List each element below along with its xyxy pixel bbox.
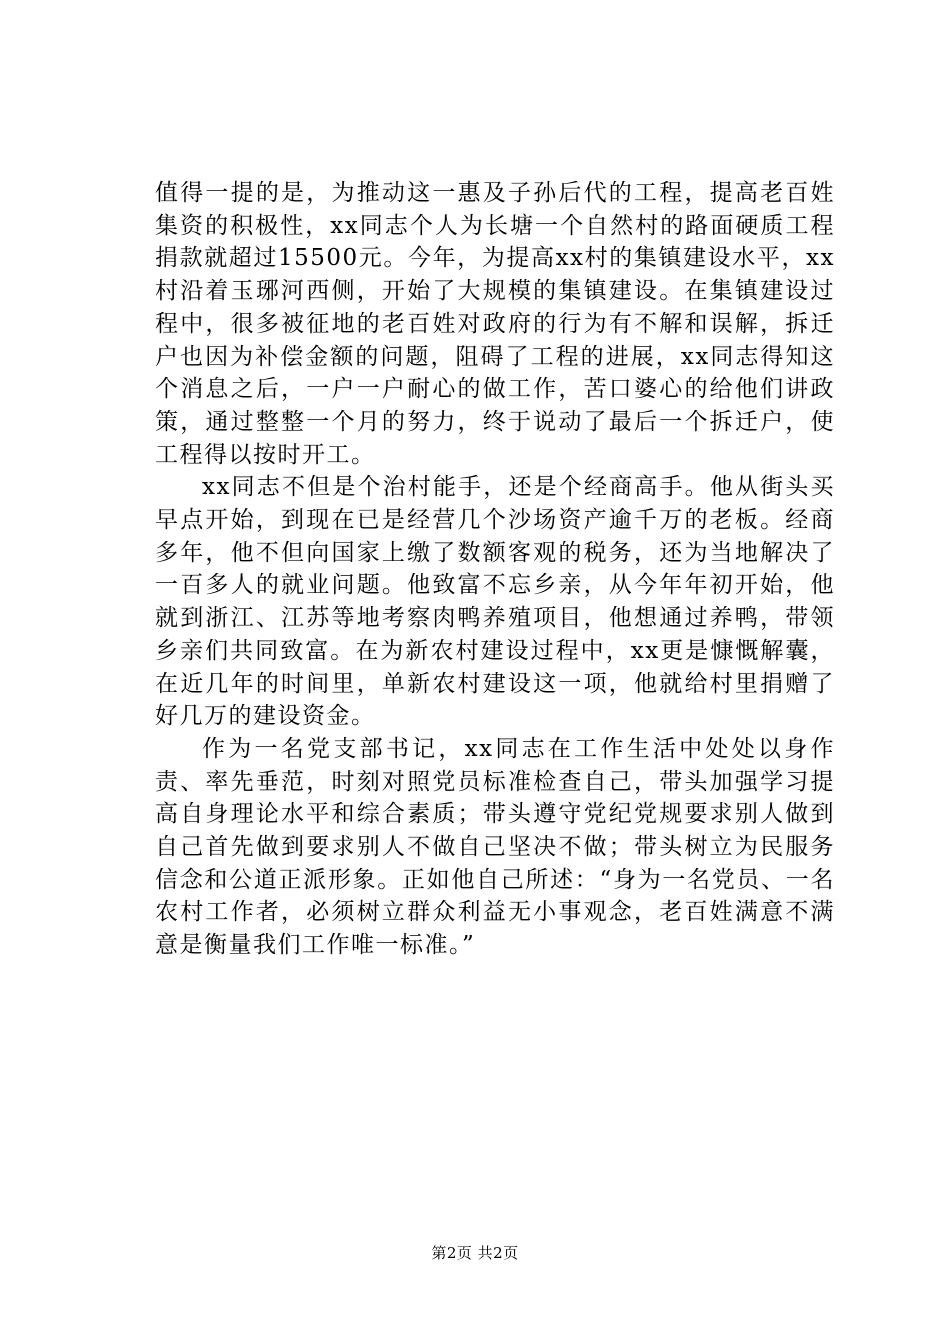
page-footer: 第2页 共2页 xyxy=(431,1244,519,1262)
paragraph-1: 值得一提的是，为推动这一惠及子孙后代的工程，提高老百姓集资的积极性，xx同志个人为长塘一个自然村的路面硬质工程捐款就超过15500元。今年，为提高xx村的集镇建设水平，xx村沿着玉琊河西侧，开始了大规模的集镇建设。在集镇建设过程中，很多被征地的老百姓对政府的行为有不解和误解，拆迁户也因为补偿金额的问题，阻碍了工程的进展，xx同志得知这个消息之后，一户一户耐心的做工作，苦口婆心的给他们讲政策，通过整整一个月的努力，终于说动了最后一个拆迁户，使工程得以按时开工。 xyxy=(155,180,835,468)
paragraph-3: 作为一名党支部书记，xx同志在工作生活中处处以身作责、率先垂范，时刻对照党员标准检查自己，带头加强学习提高自身理论水平和综合素质；带头遵守党纪党规要求别人做到自己首先做到要求别人不做自己坚决不做；带头树立为民服务信念和公道正派形象。正如他自己所述：“身为一名党员、一名农村工作者，必须树立群众利益无小事观念，老百姓满意不满意是衡量我们工作唯一标准。” xyxy=(155,735,835,959)
paragraph-2: xx同志不但是个治村能手，还是个经商高手。他从街头买早点开始，到现在已是经营几个沙场资产逾千万的老板。经商多年，他不但向国家上缴了数额客观的税务，还为当地解决了一百多人的就业问题。他致富不忘乡亲，从今年年初开始，他就到浙江、江苏等地考察肉鸭养殖项目，他想通过养鸭，带领乡亲们共同致富。在为新农村建设过程中，xx更是慷慨解囊，在近几年的时间里，单新农村建设这一项，他就给村里捐赠了好几万的建设资金。 xyxy=(155,474,835,730)
document-body xyxy=(155,177,835,962)
